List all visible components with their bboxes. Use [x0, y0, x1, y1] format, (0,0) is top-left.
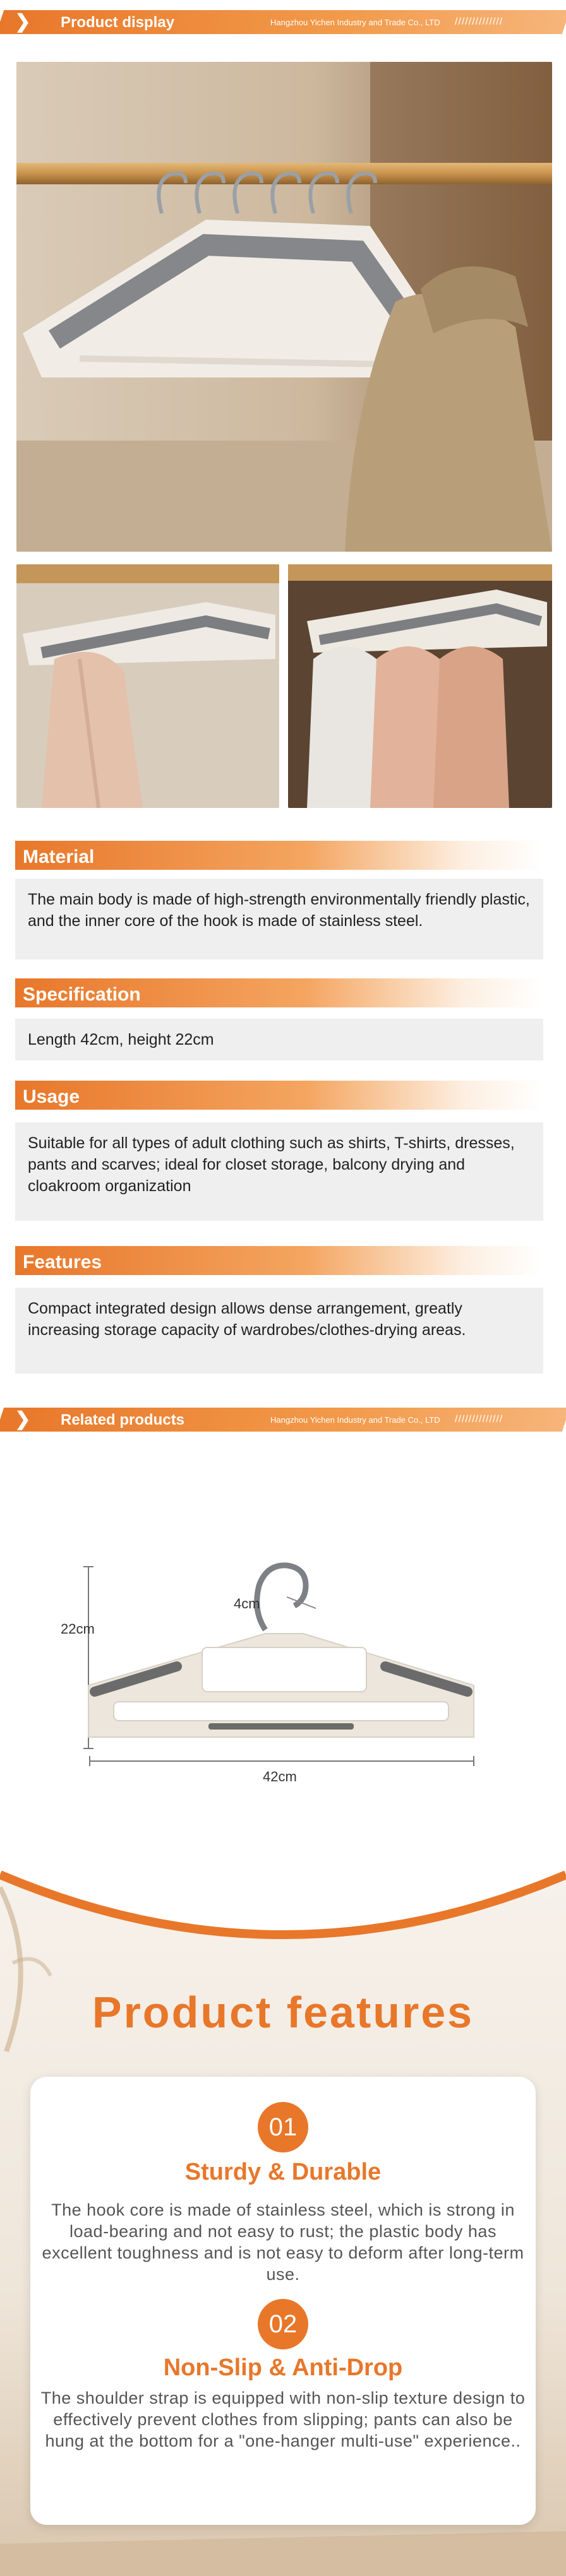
chevron-right-icon: ❯ [15, 1409, 31, 1430]
company-name: Hangzhou Yichen Industry and Trade Co., LTD [270, 1415, 440, 1425]
feature-number: 02 [258, 2299, 308, 2349]
feature-description: The shoulder strap is equipped with non-slip texture design to effectively prevent clothes from slipping; pants can also be hung at the bottom for a "one-hanger multi-use" experience.. [40, 2389, 526, 2450]
banner-slashes: ////////////// [455, 16, 503, 27]
usage-text: Suitable for all types of adult clothing such as shirts, T-shirts, dresses, pants and scarves; ideal for closet storage, balcony drying and cloakroom organization [15, 1122, 543, 1221]
material-text: The main body is made of high-strength environmentally friendly plastic, and the inner core of the hook is made of stainless steel. [15, 879, 543, 959]
specification-heading [15, 978, 543, 1007]
product-display-banner [0, 4, 566, 39]
banner-slashes: ////////////// [455, 1414, 503, 1425]
features-text: Compact integrated design allows dense arrangement, greatly increasing storage capacity of wardrobes/clothes-drying areas. [15, 1288, 543, 1374]
features-heading-text: Features [23, 1252, 102, 1273]
features-card [30, 2077, 536, 2525]
product-features-title: Product features [92, 1988, 474, 2037]
height-label: 22cm [61, 1621, 95, 1637]
feature-title: Non-Slip & Anti-Drop [163, 2354, 403, 2381]
feature-description: The hook core is made of stainless steel, which is strong in load-bearing and not easy to rust; the plastic body has excellent toughness and is not easy to deform after long-term use. [42, 2200, 524, 2284]
specification-heading-text: Specification [23, 984, 141, 1005]
chevron-right-icon: ❯ [15, 11, 31, 32]
usage-heading [15, 1081, 543, 1110]
hanger-dimension-diagram [51, 1553, 518, 1793]
feature-number: 01 [258, 2102, 308, 2152]
banner-title: Related products [61, 1411, 185, 1428]
banner-title: Product display [61, 14, 175, 31]
usage-heading-text: Usage [23, 1086, 80, 1107]
hook-label: 4cm [234, 1596, 260, 1611]
features-heading [15, 1246, 543, 1275]
main-product-photo [16, 62, 552, 552]
material-heading-text: Material [23, 846, 95, 867]
company-name: Hangzhou Yichen Industry and Trade Co., LTD [270, 18, 440, 27]
related-products-banner [0, 1401, 566, 1437]
product-photo-left [16, 564, 279, 808]
product-photo-right [288, 564, 552, 808]
material-heading [15, 841, 543, 870]
feature-title: Sturdy & Durable [184, 2159, 382, 2185]
specification-text: Length 42cm, height 22cm [15, 1019, 543, 1060]
length-label: 42cm [263, 1769, 297, 1784]
